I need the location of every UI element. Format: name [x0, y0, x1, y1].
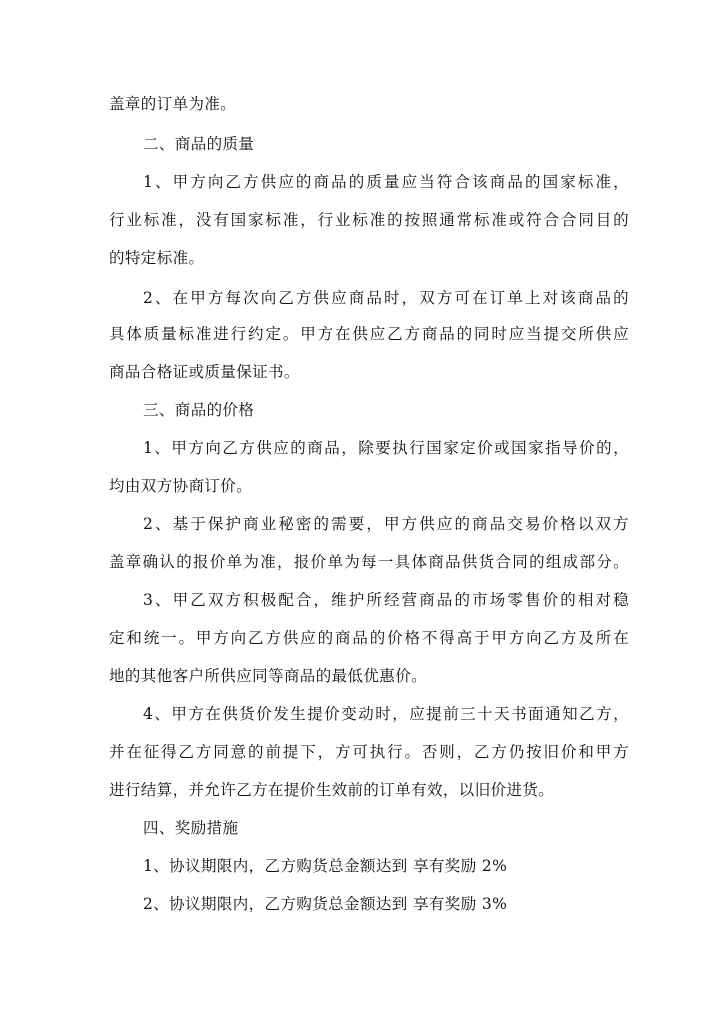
- text-line: 具体质量标准进行约定。甲方在供应乙方商品的同时应当提交所供应: [109, 325, 629, 343]
- section-heading: 二、商品的质量: [143, 135, 255, 153]
- text-line: 1、协议期限内，乙方购货总金额达到 享有奖励 2%: [143, 857, 508, 875]
- text-line: 4、甲方在供货价发生提价变动时，应提前三十天书面通知乙方，: [143, 705, 629, 723]
- text-line: 的特定标准。: [109, 249, 205, 267]
- text-line: 并在征得乙方同意的前提下，方可执行。否则，乙方仍按旧价和甲方: [109, 743, 629, 761]
- section-heading: 四、奖励措施: [143, 819, 239, 837]
- text-line: 定和统一。甲方向乙方供应的商品的价格不得高于甲方向乙方及所在: [109, 629, 629, 647]
- text-line: 地的其他客户所供应同等商品的最低优惠价。: [109, 667, 428, 685]
- text-line: 盖章的订单为准。: [109, 95, 237, 113]
- text-line: 3、甲乙双方积极配合，维护所经营商品的市场零售价的相对稳: [143, 591, 629, 609]
- text-line: 盖章确认的报价单为准，报价单为每一具体商品供货合同的组成部分。: [109, 553, 629, 571]
- text-line: 商品合格证或质量保证书。: [109, 363, 300, 381]
- text-line: 1、甲方向乙方供应的商品，除要执行国家定价或国家指导价的，: [143, 439, 629, 457]
- section-heading: 三、商品的价格: [143, 401, 255, 419]
- text-line: 均由双方协商订价。: [109, 477, 253, 495]
- text-line: 进行结算，并允许乙方在提价生效前的订单有效，以旧价进货。: [109, 781, 555, 799]
- text-line: 行业标准，没有国家标准，行业标准的按照通常标准或符合合同目的: [109, 211, 629, 229]
- text-line: 2、基于保护商业秘密的需要，甲方供应的商品交易价格以双方: [143, 515, 629, 533]
- text-line: 2、在甲方每次向乙方供应商品时，双方可在订单上对该商品的: [143, 289, 629, 307]
- text-line: 1、甲方向乙方供应的商品的质量应当符合该商品的国家标准，: [143, 173, 629, 191]
- text-line: 2、协议期限内，乙方购货总金额达到 享有奖励 3%: [143, 895, 508, 913]
